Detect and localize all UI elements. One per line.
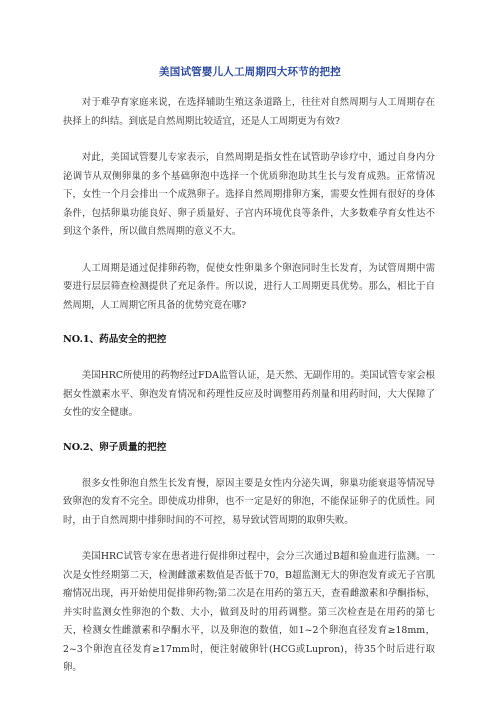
- section2-paragraph-2: 美国HRC试管专家在患者进行促排卵过程中，会分三次通过B超和验血进行监测。一次是女性经期第二天，检测雌激素数值是否低于70，B超监测无大的卵泡发育或无子宫肌瘤情况出现，再开始使用促排卵药物;第二次是在用药的第五天，查看雌激素和孕酮指标，并实时监测女性卵泡的个数、大小，做到及时的用药调整。第三次检查是在用药的第七天，检测女性雌激素和孕酮水平，以及卵泡的数值，如1~2个卵泡直径发育≥18mm，2~3个卵泡直径发育≥17mm时，便注射破卵针(HCG或Lupron)，待35个时后进行取卵。: [63, 551, 435, 673]
- intro-paragraph-3: 人工周期是通过促排卵药物，促使女性卵巢多个卵泡同时生长发育，为试管周期中需要进行层层筛查检测提供了充足条件。所以说，进行人工周期更具优势。那么，相比于自然周期，人工周期它所具备的优势究竟在哪?: [63, 262, 435, 311]
- section2-paragraph-1: 很多女性卵泡自然生长发育慢，原因主要是女性内分泌失调，卵巢功能衰退等情况导致卵泡的发育不完全。即使成功排卵，也不一定是好的卵泡，不能保证卵子的优质性。同时，由于自然周期中排卵时间的不可控，易导致试管周期的取卵失败。: [63, 477, 435, 526]
- document-title: 美国试管婴儿人工周期四大环节的把控: [159, 66, 341, 78]
- section1-paragraph: 美国HRC所使用的药物经过FDA监管认证，是天然、无副作用的。美国试管专家会根据女性激素水平、卵泡发育情况和药理性反应及时调整用药剂量和用药时间，大大保障了女性的安全健康。: [63, 370, 435, 418]
- intro-paragraph-2: 对此，美国试管婴儿专家表示，自然周期是指女性在试管助孕诊疗中，通过自身内分泌调节从双侧卵巢的多个基础卵泡中选择一个优质卵泡助其生长与发育成熟。正常情况下，女性一个月会排出一个成熟卵子。选择自然周期排卵方案，需要女性拥有很好的身体条件，包括卵巢功能良好、卵子质量好、子宫内环境优良等条件，大多数难孕育女性达不到这个条件，所以做自然周期的意义不大。: [63, 152, 435, 237]
- section-heading-drug-safety: NO.1、药品安全的把控: [63, 334, 167, 345]
- section-heading-egg-quality: NO.2、卵子质量的把控: [63, 441, 167, 453]
- document-body: [63, 94, 435, 696]
- intro-paragraph-1: 对于难孕育家庭来说，在选择辅助生殖这条道路上，往往对自然周期与人工周期存在抉择上的纠结。到底是自然周期比较适宜，还是人工周期更为有效?: [63, 97, 435, 127]
